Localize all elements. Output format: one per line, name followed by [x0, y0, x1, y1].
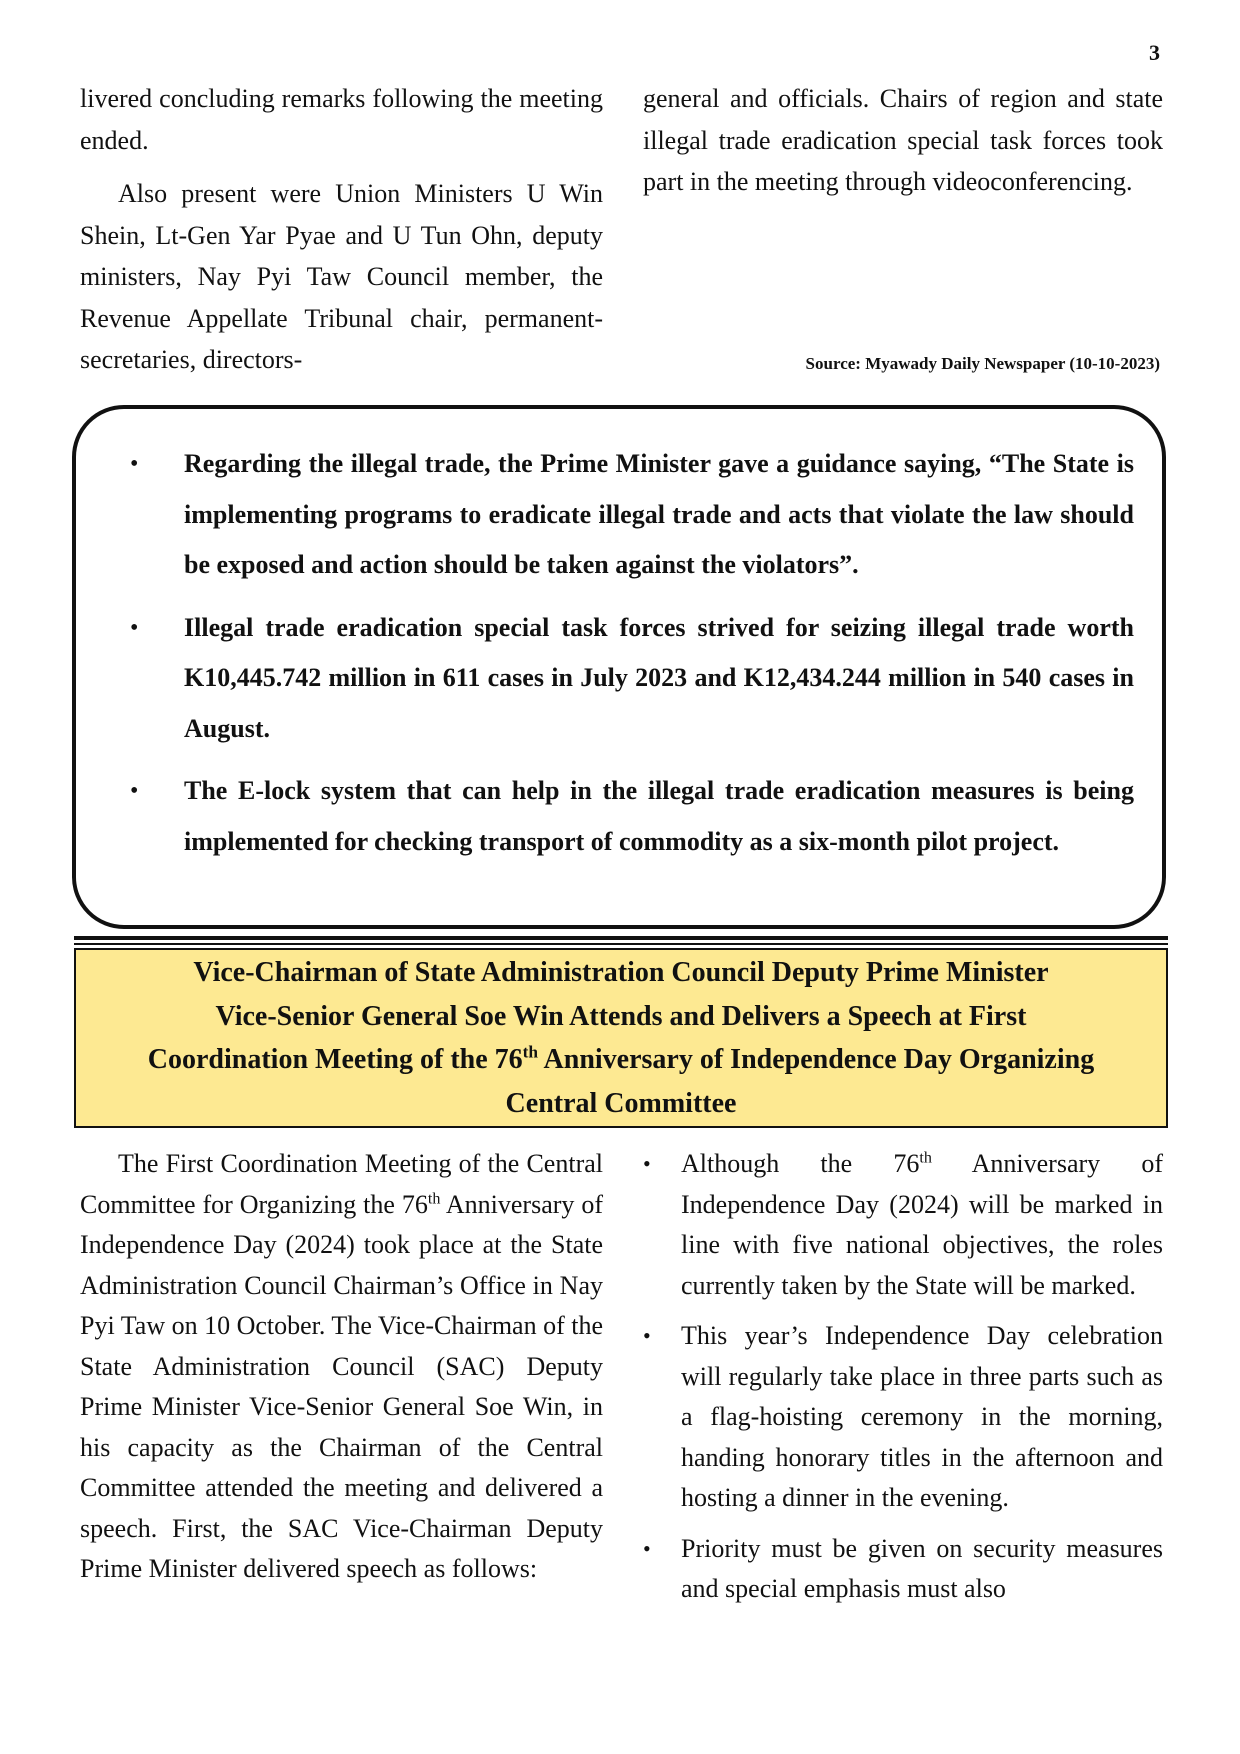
list-text: This year’s Independence Day celebration will regularly take place in three parts such as a flag-hoisting ceremony in the morning, handing honorary titles in the afternoon and hosting a dinner in the evening. [681, 1321, 1163, 1512]
list-text: Although the 76 [681, 1149, 920, 1178]
highlight-text: Regarding the illegal trade, the Prime Minister gave a guidance saying, “The State is implementing programs to eradicate illegal trade and acts that violate the law should be exposed and action should be taken against the violators”. [184, 449, 1134, 579]
bottom-right-column [643, 1144, 1163, 1620]
bullet-icon: • [643, 1323, 651, 1348]
paragraph: general and officials. Chairs of region and state illegal trade eradication special task forces took part in the meeting through videoconferencing. [643, 84, 1163, 196]
bottom-left-column [80, 1144, 603, 1590]
headline-box [74, 948, 1168, 1128]
highlight-item [104, 439, 1134, 591]
paragraph: Also present were Union Ministers U Win Shein, Lt-Gen Yar Pyae and U Tun Ohn, deputy ministers, Nay Pyi Taw Council member, the Revenue Appellate Tribunal chair, permanent-secretaries, directors- [80, 179, 603, 374]
page-number: 3 [1149, 40, 1160, 65]
bullet-icon: • [130, 451, 139, 477]
bullet-list [643, 1144, 1163, 1610]
highlight-item [104, 766, 1134, 867]
article-headline [86, 951, 1156, 1125]
highlight-text: The E-lock system that can help in the illegal trade eradication measures is being implemented for checking transport of commodity as a six-month pilot project. [184, 776, 1134, 856]
list-text: Priority must be given on security measures and special emphasis must also [681, 1533, 1163, 1603]
highlight-box [72, 405, 1166, 929]
headline-line: Central Committee [505, 1087, 737, 1119]
paragraph: livered concluding remarks following the meeting ended. [80, 84, 603, 155]
divider [74, 943, 1168, 945]
headline-line: Anniversary of Independence Day Organizing [538, 1044, 1095, 1075]
headline-line: Coordination Meeting of the 76 [147, 1044, 523, 1075]
top-left-column [80, 78, 603, 381]
ordinal-suffix: th [427, 1189, 441, 1207]
list-item [643, 1144, 1163, 1306]
bullet-icon: • [130, 778, 139, 804]
highlight-list [104, 439, 1134, 867]
highlight-item [104, 603, 1134, 755]
bullet-icon: • [130, 614, 139, 641]
paragraph-text: Anniversary of Independence Day (2024) took place at the State Administration Council Chairman’s Office in Nay Pyi Taw on 10 October. The Vice-Chairman of the State Administration Council (SAC) Deputy Prime Minister Vice-Senior General Soe Win, in his capacity as the Chairman of the Central Committee attended the meeting and delivered a speech. First, the SAC Vice-Chairman Deputy Prime Minister delivered speech as follows: [80, 1189, 604, 1583]
paragraph [80, 1144, 603, 1590]
source-citation: Source: Myawady Daily Newspaper (10-10-2023) [805, 354, 1160, 373]
ordinal-suffix: th [919, 1149, 932, 1167]
bullet-icon: • [643, 1151, 651, 1176]
list-item [643, 1529, 1163, 1610]
bullet-icon: • [643, 1535, 651, 1561]
list-text: Anniversary of Independence Day (2024) will be marked in line with five national objectives, the roles currently taken by the State will be marked. [681, 1149, 1163, 1300]
headline-line: Vice-Senior General Soe Win Attends and Delivers a Speech at First [215, 1000, 1027, 1032]
highlight-text: Illegal trade eradication special task forces strived for seizing illegal trade worth K10,445.742 million in 611 cases in July 2023 and K12,434.244 million in 540 cases in August. [184, 612, 1134, 743]
headline-line: Vice-Chairman of State Administration Council Deputy Prime Minister [193, 957, 1049, 988]
list-item [643, 1316, 1163, 1519]
paragraph-text: The First Coordination Meeting of the Central Committee for Organizing the 76 [80, 1149, 603, 1219]
top-right-column [643, 78, 1163, 203]
ordinal-suffix: th [522, 1042, 539, 1062]
divider [74, 936, 1168, 940]
